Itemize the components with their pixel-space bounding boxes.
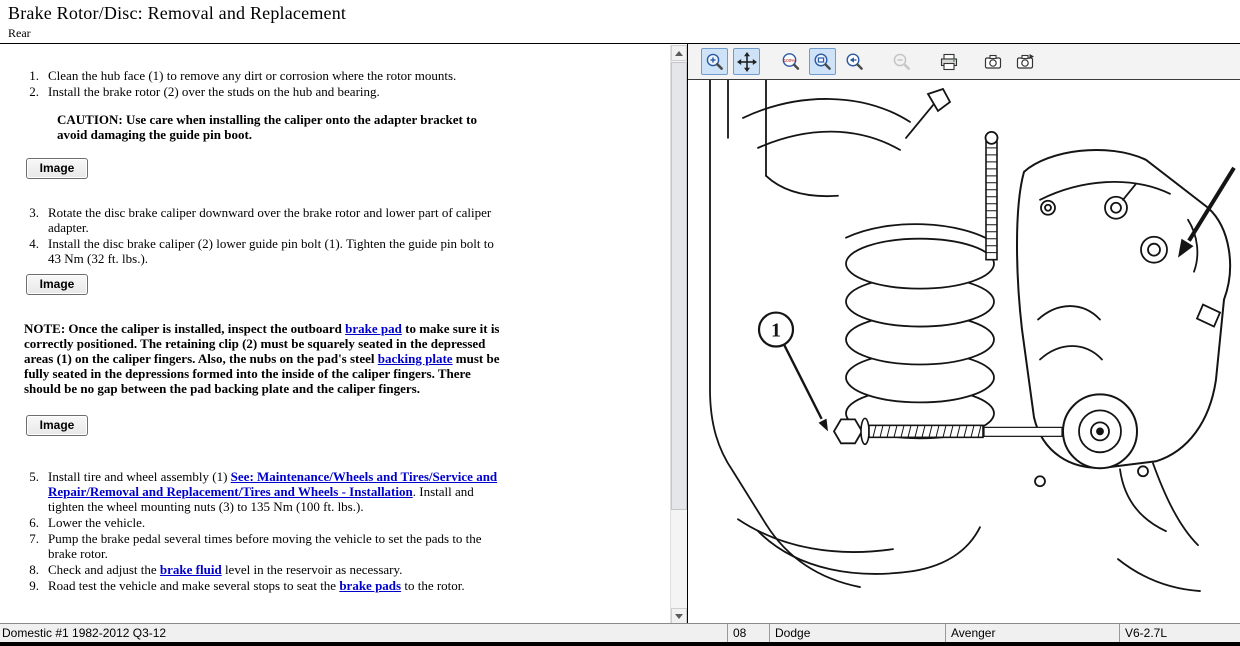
- zoom-previous-icon: [845, 52, 865, 72]
- note-segment: NOTE: Once the caliper is installed, inspect the outboard: [24, 321, 346, 336]
- status-make: Dodge: [770, 624, 946, 642]
- tires-wheels-installation-link[interactable]: See: Maintenance/Wheels and Tires/Service and Repair/Removal and Replacement/Tires and Wheels - Installation: [48, 469, 498, 499]
- procedure-panel: [0, 43, 687, 624]
- step-number: 7.: [29, 531, 39, 546]
- vertical-scrollbar[interactable]: [670, 45, 687, 624]
- page-title: Brake Rotor/Disc: Removal and Replacement: [8, 3, 347, 23]
- procedure-step: [24, 515, 514, 530]
- zoom-in-icon: [705, 52, 725, 72]
- procedure-step: [24, 531, 514, 561]
- step-segment: to the rotor.: [401, 578, 465, 593]
- zoom-in-button[interactable]: [701, 48, 728, 75]
- scroll-up-icon: [675, 51, 683, 56]
- page-subtitle: Rear: [8, 26, 31, 40]
- header: [0, 0, 1240, 43]
- step-number: 1.: [29, 68, 39, 83]
- status-model: Avenger: [946, 624, 1120, 642]
- bottom-strip: [0, 642, 1240, 646]
- camera-icon: [983, 52, 1003, 72]
- step-segment: Check and adjust the: [48, 562, 160, 577]
- guide-pin-bolt-head: [834, 419, 862, 443]
- scroll-up-button[interactable]: [671, 45, 687, 61]
- procedure-step: [24, 469, 514, 514]
- step-number: 6.: [29, 515, 39, 530]
- capture-image-export-button[interactable]: [1011, 48, 1038, 75]
- brake-pad-link[interactable]: brake pad: [345, 321, 402, 336]
- image-button-1[interactable]: Image: [26, 158, 88, 179]
- zoom-previous-button[interactable]: [841, 48, 868, 75]
- step-segment: Road test the vehicle and make several stops to seat the: [48, 578, 340, 593]
- brake-fluid-link[interactable]: brake fluid: [159, 562, 222, 577]
- step-segment: Install tire and wheel assembly (1): [48, 469, 231, 484]
- capture-image-button[interactable]: [979, 48, 1006, 75]
- zoom-out-icon: [892, 52, 912, 72]
- step-number: 3.: [29, 205, 39, 220]
- caution-text: CAUTION: Use care when installing the caliper onto the adapter bracket to avoid damaging the guide pin boot.: [57, 112, 477, 142]
- brake-assembly-diagram: [688, 80, 1240, 624]
- step-text: [48, 578, 500, 593]
- status-source: Domestic #1 1982-2012 Q3-12: [0, 624, 728, 642]
- procedure-step: [24, 205, 514, 235]
- step-text: Lower the vehicle.: [48, 515, 146, 530]
- zoom-fit-button[interactable]: [809, 48, 836, 75]
- callout-arrow: [784, 345, 822, 419]
- status-engine: V6-2.7L: [1125, 626, 1168, 640]
- procedure-step: [24, 84, 514, 99]
- step-text: Rotate the disc brake caliper downward over the brake rotor and lower part of caliper adapter.: [48, 205, 492, 235]
- step-segment: level in the reservoir as necessary.: [221, 562, 403, 577]
- step-text: [48, 469, 500, 514]
- procedure-step: [24, 68, 514, 83]
- step-text: Install the brake rotor (2) over the studs on the hub and bearing.: [48, 84, 380, 99]
- step-number: 9.: [29, 578, 39, 593]
- procedure-step: [24, 578, 514, 593]
- camera-export-icon: [1015, 52, 1035, 72]
- zoom-100-label: 100%: [783, 57, 795, 63]
- scrollbar-thumb[interactable]: [671, 62, 687, 510]
- procedure-step: [24, 562, 514, 577]
- image-button-3[interactable]: Image: [26, 415, 88, 436]
- zoom-fit-icon: [813, 52, 833, 72]
- status-bar: [0, 623, 1240, 642]
- note-text: [24, 321, 508, 396]
- brake-pads-link[interactable]: brake pads: [339, 578, 402, 593]
- status-year: 08: [728, 624, 770, 642]
- pan-button[interactable]: [733, 48, 760, 75]
- scroll-down-button[interactable]: [671, 608, 687, 624]
- procedure-step: [24, 236, 514, 266]
- zoom-out-button[interactable]: [888, 48, 915, 75]
- note-segment: to make sure it is correctly positioned. The retaining clip (2) must be squarely seated in the depressed areas (1) on the caliper fingers. Also, the nubs on the pad's steel: [24, 321, 500, 366]
- step-number: 8.: [29, 562, 39, 577]
- procedure-content: [0, 44, 670, 624]
- step-text: Install the disc brake caliper (2) lower guide pin bolt (1). Tighten the guide pin bolt to 43 Nm (32 ft. lbs.).: [48, 236, 494, 266]
- step-text: [48, 562, 500, 577]
- printer-icon: [939, 52, 959, 72]
- note-segment: must be fully seated in the depressions formed into the inside of the caliper fingers. There should be no gap between the pad backing plate and the caliper fingers.: [24, 351, 500, 396]
- step-number: 4.: [29, 236, 39, 251]
- step-segment: . Install and tighten the wheel mounting nuts (3) to 135 Nm (100 ft. lbs.).: [48, 484, 474, 514]
- backing-plate-link[interactable]: backing plate: [377, 351, 453, 366]
- callout-1-label: 1: [771, 319, 781, 342]
- strut-body-line: [710, 80, 766, 524]
- print-button[interactable]: [935, 48, 962, 75]
- illustration-panel: [687, 43, 1240, 624]
- pan-arrows-icon: [737, 52, 757, 72]
- zoom-100-icon: [781, 52, 801, 72]
- step-text: Clean the hub face (1) to remove any dirt or corrosion where the rotor mounts.: [48, 68, 457, 83]
- image-button-2[interactable]: Image: [26, 274, 88, 295]
- step-number: 2.: [29, 84, 39, 99]
- step-text: Pump the brake pedal several times before moving the vehicle to set the pads to the brake rotor.: [48, 531, 482, 561]
- scroll-down-icon: [675, 614, 683, 619]
- step-number: 5.: [29, 469, 39, 484]
- image-toolbar: [688, 44, 1240, 80]
- zoom-100-button[interactable]: [777, 48, 804, 75]
- diagram-area[interactable]: [688, 80, 1240, 624]
